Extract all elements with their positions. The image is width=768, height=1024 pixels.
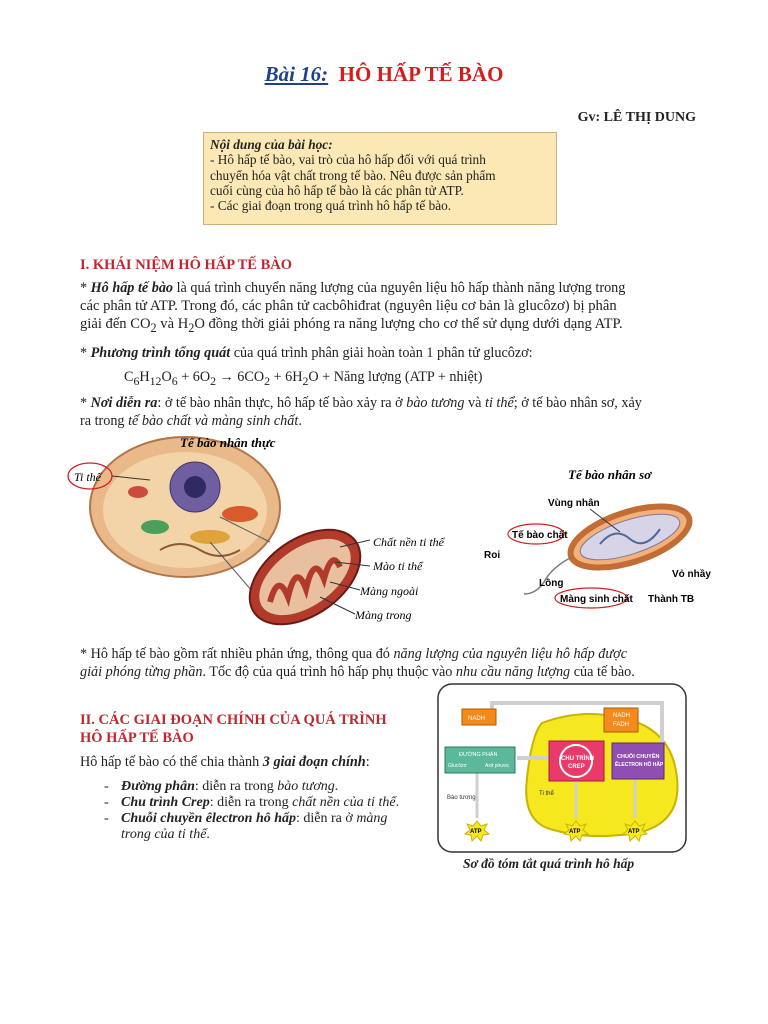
eukaryotic-cell-illustration <box>90 437 280 577</box>
lesson-number: Bài 16: <box>264 62 329 86</box>
term: Hô hấp tế bào <box>90 280 174 296</box>
section-2-heading: II. CÁC GIAI ĐOẠN CHÍNH CỦA QUÁ TRÌNH HÔ HẤP TẾ BÀO <box>80 712 387 746</box>
glucose-label: Glucôzơ <box>448 763 467 769</box>
label-cell-membrane: Màng sinh chất <box>560 594 633 605</box>
list-item: - Chuỗi chuyền êlectron hô hấp: diễn ra ở màng trong của ti thể. <box>100 811 430 843</box>
label-nucleoid: Vùng nhân <box>548 498 600 509</box>
content-box-heading: Nội dung của bài học: <box>210 137 333 152</box>
respiration-diagram <box>437 683 687 853</box>
label-cell-wall: Thành TB <box>648 594 695 605</box>
label-mitochondrion: Ti thể <box>74 470 102 484</box>
label-pili: Lông <box>539 578 564 589</box>
krebs-label: CHU TRÌNH <box>561 756 594 762</box>
stages-intro: Hô hấp tế bào có thể chia thành 3 giai đoạn chính: <box>80 754 370 770</box>
label-matrix: Chất nền ti thể <box>373 535 444 549</box>
cytosol-label: Bào tương <box>447 795 476 801</box>
nadh-label-2: NADH <box>613 713 631 719</box>
content-line: chuyển hóa vật chất trong tế bào. Nêu được sản phẩm <box>210 167 496 183</box>
equation-intro: * Phương trình tổng quát của quá trình phân giải hoàn toàn 1 phân tử glucôzơ: <box>80 345 533 361</box>
nadh-label: NADH <box>468 716 486 722</box>
list-item: - Chu trình Crep: diễn ra trong chất nền của ti thể. <box>100 795 430 811</box>
label-flagellum: Roi <box>484 550 501 561</box>
teacher-name: Gv: LÊ THỊ DUNG <box>577 110 696 125</box>
prokaryotic-cell-title: Tế bào nhân sơ <box>568 467 652 482</box>
definition-paragraph: * Hô hấp tế bào là quá trình chuyển năng lượng của nguyên liệu hô hấp thành năng lượng trong các phân tử ATP. Trong đó, các phân tử cacbôhiđrat (nguyên liệu cơ bản là glucôzơ) bị phân giải đến $CO_2$ và $H_2O$ đồng thời giải phóng ra năng lượng cho cơ thể sử dụng dưới dạng ATP. <box>80 280 626 335</box>
reaction-paragraph: * Hô hấp tế bào gồm rất nhiều phản ứng, thông qua đó năng lượng của nguyên liệu hô hấp được giải phóng từng phần. Tốc độ của quá trình hô hấp phụ thuộc vào nhu cầu năng lượng của tế bào. <box>80 646 635 680</box>
lesson-title: HÔ HẤP TẾ BÀO <box>338 62 504 86</box>
etc-label: CHUỖI CHUYỀN <box>617 754 660 760</box>
pyruvate-label: Axit piruvic <box>485 763 510 769</box>
content-line: - Hô hấp tế bào, vai trò của hô hấp đối với quá trình <box>210 152 486 168</box>
eukaryotic-cell-title: Tế bào nhân thực <box>180 435 276 450</box>
section-1-heading: I. KHÁI NIỆM HÔ HẤP TẾ BÀO <box>80 257 293 273</box>
atp-label: ATP <box>628 829 640 835</box>
label-capsule: Vỏ nhầy <box>672 569 711 580</box>
list-item: - Đường phân: diễn ra trong bào tương. <box>100 779 430 795</box>
lesson-content-box <box>203 132 557 225</box>
cell-figure <box>60 432 711 632</box>
label-cristae: Mào ti thể <box>373 559 423 573</box>
equation: $C_6H_{12}O_6 + 6O_2 \to 6CO_2 + 6H_2O$ + Năng lượng (ATP + nhiệt) <box>124 369 483 388</box>
page-title <box>0 62 768 87</box>
mito-label: Ti thể <box>539 791 554 797</box>
label-cytoplasm: Tế bào chất <box>512 530 568 541</box>
stages-list <box>100 779 430 843</box>
diagram-caption: Sơ đồ tóm tắt quá trình hô hấp <box>463 856 635 871</box>
label-inner-membrane: Màng trong <box>355 608 412 622</box>
fadh-label: FADH <box>613 722 630 728</box>
etc-label-2: ÊLECTRON HÔ HẤP <box>615 762 664 768</box>
atp-label: ATP <box>569 829 581 835</box>
content-line: - Các giai đoạn trong quá trình hô hấp tế bào. <box>210 198 452 214</box>
content-line: cuối cùng của hô hấp tế bào là các phân tử ATP. <box>210 182 464 198</box>
krebs-label-2: CREP <box>568 764 585 770</box>
glycolysis-label: ĐƯỜNG PHÂN <box>459 752 498 758</box>
label-outer-membrane: Màng ngoài <box>360 584 419 598</box>
atp-label: ATP <box>470 829 482 835</box>
location-paragraph: * Nơi diễn ra: ở tế bào nhân thực, hô hấp tế bào xảy ra ở bào tương và ti thể; ở tế bào nhân sơ, xảy ra trong tế bào chất và màng sinh chất. <box>80 395 642 429</box>
